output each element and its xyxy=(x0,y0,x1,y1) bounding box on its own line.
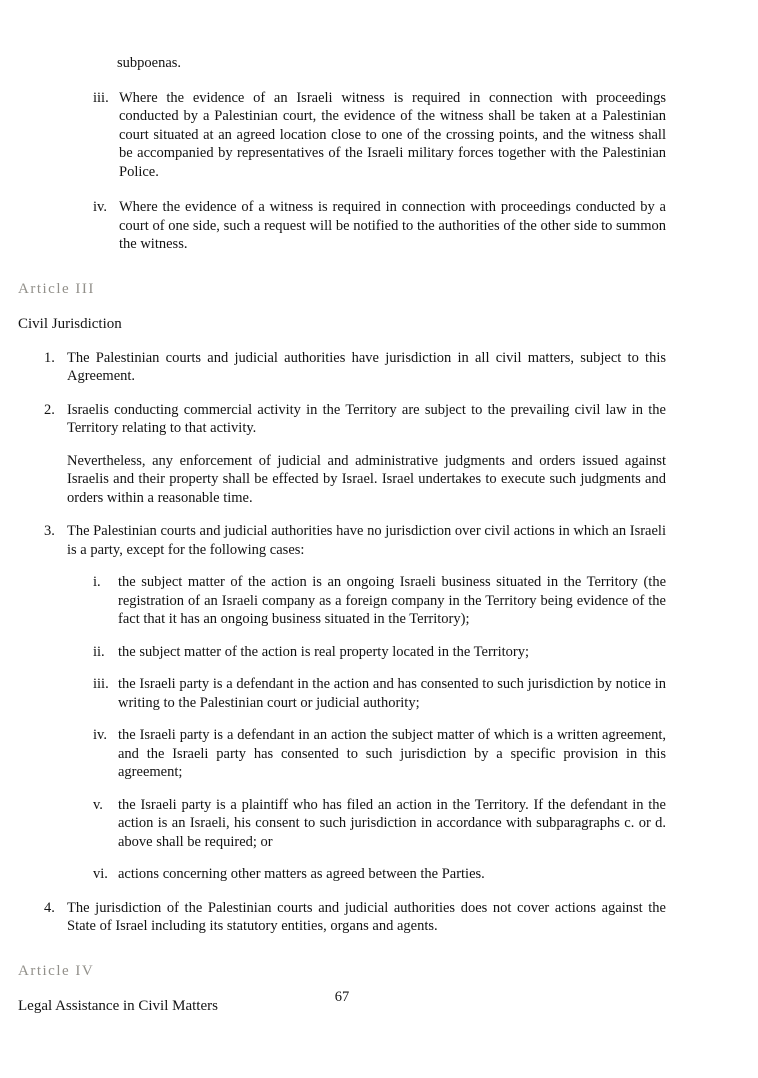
list-item-text: The Palestinian courts and judicial authorities have jurisdiction in all civil matters, subject to this Agreement. xyxy=(67,349,666,384)
list-item-text: The Palestinian courts and judicial authorities have no jurisdiction over civil actions in which an Israeli is a party, except for the following cases: xyxy=(67,523,666,558)
case-item-iii xyxy=(93,675,666,712)
list-item-witness-iv xyxy=(93,198,666,254)
list-marker: iv. xyxy=(93,727,107,743)
list-marker: 2. xyxy=(44,401,55,418)
paragraph-fragment: subpoenas. xyxy=(117,55,182,71)
case-item-vi xyxy=(93,865,666,884)
list-marker: i. xyxy=(93,574,101,590)
list-marker: iv. xyxy=(93,199,107,215)
list-item-text: actions concerning other matters as agreed between the Parties. xyxy=(118,866,485,882)
article-iv-heading: Article IV xyxy=(18,962,95,979)
page-number: 67 xyxy=(334,988,350,1005)
case-item-i xyxy=(93,573,666,629)
list-item-text: Where the evidence of a witness is required in connection with proceedings conducted by a court of one side, such a request will be notified to the authorities of the other side to summon the witness. xyxy=(119,199,666,252)
numbered-item-3 xyxy=(44,522,666,559)
case-item-iv xyxy=(93,726,666,782)
list-marker: 4. xyxy=(44,899,55,916)
list-item-text: the Israeli party is a defendant in the action and has consented to such jurisdiction by notice in writing to the Palestinian court or judicial authority; xyxy=(118,676,666,711)
article-iv-title: Legal Assistance in Civil Matters xyxy=(18,998,218,1014)
numbered-item-4 xyxy=(44,899,666,936)
list-item-text: Israelis conducting commercial activity in the Territory are subject to the prevailing civil law in the Territory relating to that activity. xyxy=(67,401,666,436)
case-list xyxy=(18,573,666,884)
article-iii-heading: Article III xyxy=(18,280,95,297)
case-item-v xyxy=(93,796,666,852)
list-marker: 3. xyxy=(44,523,55,539)
list-item-text: Where the evidence of an Israeli witness is required in connection with proceedings conducted by a Palestinian court, the evidence of the witness shall be taken at a Palestinian court situated at an agreed location close to one of the crossing points, and the witness shall be accompanied by representatives of the Israeli military forces together with the Palestinian Police. xyxy=(119,89,666,180)
case-item-ii xyxy=(93,643,666,662)
list-item-witness-iii xyxy=(93,89,666,182)
list-marker: 1. xyxy=(44,349,55,366)
list-item-text: the Israeli party is a plaintiff who has filed an action in the Territory. If the defendant in the action is an Israeli, his consent to such jurisdiction in accordance with subparagraphs c. or d. above shall be required; or xyxy=(118,796,666,850)
list-marker: ii. xyxy=(93,643,105,660)
numbered-item-2-continuation: Nevertheless, any enforcement of judicial and administrative judgments and orders issued against Israelis and their property shall be effected by Israel. Israel undertakes to execute such judgments and orders within a reasonable time. xyxy=(67,452,666,506)
list-item-text: the subject matter of the action is real property located in the Territory; xyxy=(118,643,530,660)
list-item-text: the subject matter of the action is an ongoing Israeli business situated in the Territory (the registration of an Israeli company as a foreign company in the Territory being evidence of the fact that it has an ongoing business situated in the Territory); xyxy=(118,574,666,627)
list-marker: v. xyxy=(93,796,103,813)
list-marker: vi. xyxy=(93,866,108,882)
list-item-text: The jurisdiction of the Palestinian courts and judicial authorities does not cover actions against the State of Israel including its statutory entities, organs and agents. xyxy=(67,899,666,934)
numbered-item-2 xyxy=(44,401,666,438)
list-item-text: the Israeli party is a defendant in an action the subject matter of which is a written agreement, and the Israeli party has consented to such jurisdiction by a specific provision in this agreement; xyxy=(118,727,666,780)
list-marker: iii. xyxy=(93,89,109,106)
article-iii-title: Civil Jurisdiction xyxy=(18,316,122,332)
numbered-item-1 xyxy=(44,349,666,386)
list-marker: iii. xyxy=(93,676,109,692)
